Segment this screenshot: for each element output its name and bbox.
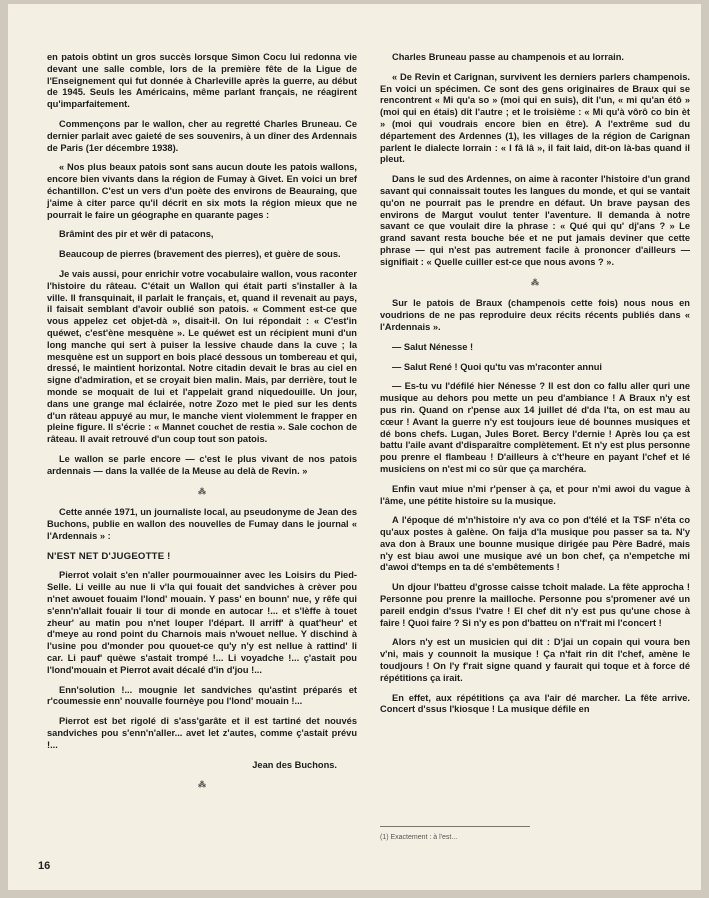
- paragraph: Pierrot volait s'en n'aller pourmouainner avec les Loisirs du Pied-Selle. Li veille au nue li v'la qui fouait det sandviches à crèver pou n'net awouet fouaim l'lond' mouain. Y pass' en bounn' nue, y rêfe qui s'enn'n'allait fouair li tour di monde en autocar !... et s'lèffe à touet zheur' au matin pou n'net louper l'départ. Il arriff' à quat'heur' et d'meye au rond point du Charnois mais n'wouet nellue. Y dischind à l'usine pou d'monder pou quouet-ce qu'y n'y est nellue à rattind' li car. Li pauf' quèwe s'astait trompé !... Li voyadche !... ç'astait pou l'lond'mouain et Pierrot avait décalé d'in d'jou !...: [47, 570, 357, 675]
- paragraph: Un djour l'batteu d'grosse caisse tchoit malade. La fête approcha ! Personne pou prenre la mailloche. Personne pou s'promener avé un pareil endgin d'ssus l'vatre ! El chef dit n'y est pus qu'une chose à faire ! Quoi faire ? Si n'y es pon d'batteu on n'f'rait mi l'concert !: [380, 582, 690, 628]
- paragraph: Commençons par le wallon, cher au regretté Charles Bruneau. Ce dernier parlait avec gaieté de ses souvenirs, à un dîner des Ardennais de Paris (1er décembre 1938).: [47, 118, 357, 153]
- paragraph: Brâmint des pir et wêr di patacons,: [59, 229, 214, 240]
- paragraph: A l'époque dé m'n'histoire n'y ava co pon d'télé et la TSF n'éta co qu'aux postes à galène. On faija d'la musique pou passer sa ta. N'y ava don à Braux une bounne musique dirigée pau Père Badré, mais n'y est biau awoi une musique avé un bon chef, ça n'empetche mi d'awoi d'temps en ta dé s'embêtements !: [380, 515, 690, 573]
- paragraph: Cette année 1971, un journaliste local, au pseudonyme de Jean des Buchons, publie en wallon des nouvelles de Fumay dans le journal « l'Ardennais » :: [47, 507, 357, 541]
- section-separator: ⁂: [198, 780, 206, 790]
- paragraph: Beaucoup de pierres (bravement des pierres), et guère de sous.: [59, 249, 341, 260]
- section-separator: ⁂: [198, 486, 206, 496]
- paragraph: Enn'solution !... mougnie let sandviches qu'astint préparés et r'coumessie enn' nouvalle fournèye pou l'lond' mouain !...: [47, 684, 357, 707]
- paragraph: « Nos plus beaux patois sont sans aucun doute les patois wallons, encore bien vivants dans la région de Fumay à Givet. En voici un bref échantillon. C'est un vers d'un poète des environs de Beauraing, que j'aime à citer parce qu'il décrit en six mots la région mieux que ne pourrait le faire un géographe en quarante pages :: [47, 162, 357, 220]
- paragraph: — Es-tu vu l'défilé hier Nénesse ? Il est don co fallu aller quri une musique au dehors pou mette un peu d'ambiance ! A Braux n'y est pus rin. Quand on r'pense aux 14 juillet dé d'da l'ta, on est mau au cœur ! Avant la guerre n'y est toujours ieue dé bounnes musiques et dé bons chefs. Lugan, Jules Boret. Bercy l'dernie ! Après lou ça est battu l'aile avant d'disparaître complètement. Et n'y est plus personne pou prenre el flambeau ! D'ailleurs à c't'heure en payant l'chef et lé musiciens on n'est mi co sûr que ça marchéra.: [380, 381, 690, 474]
- paragraph: Je vais aussi, pour enrichir votre vocabulaire wallon, vous raconter l'histoire du râteau. C'était un Wallon qui était parti s'installer à la ville. Il fransquinait, il parlait le français, et, quand il revenait au pays, il faisait semblant d'avoir oublié son patois. « Comment est-ce que vous appelez cet objet-dà », disait-il. On lui répondait : « C'est'in quéwet, c'est'ène mesquène ». Le quéwet est un récipient muni d'un long manche qui sert à puiser la lessive chaude dans la cuve ; la mesquène est un support en bois placé dessous un tombereau et qui, dressé, le maintient horizontal. Notre citadin devait le bras au ciel en signe d'admiration, et se croyait bien malin. Mais, par derrière, tout le monde se moquait de lui et l'appelait grand niquedouille. Un jour, dans une grange mal éclairée, notre Zozo met le pied sur les dents d'un râteau appuyé au mur, le manche vient violemment le frapper en pleine figure. Il s'écrie : « Mannet couchet de restia ». Sale cochon de râteau. Il avait retrouvé d'un coup tout son patois.: [47, 268, 357, 445]
- page-number: 16: [38, 860, 51, 872]
- paragraph: Charles Bruneau passe au champenois et au lorrain.: [392, 52, 624, 62]
- dialogue-line: — Salut Nénesse !: [392, 341, 474, 352]
- signature: Jean des Buchons.: [252, 759, 337, 770]
- dialogue-line: — Salut René ! Quoi qu'tu vas m'raconter annui: [392, 361, 603, 372]
- paragraph: Pierrot est bet rigolé di s'ass'garâte et il est tartiné det nouvés sandviches pou s'enn'n'aller... avet let z'autes, comme ç'astait prévu !...: [47, 716, 357, 750]
- paragraph: en patois obtint un gros succès lorsque Simon Cocu lui redonna vie devant une salle comble, lors de la première fête de la Ligue de l'Enseignement qui fut donnée à Charleville après la guerre, au début de 1945. Seuls les Américains, même parlant français, ne réagirent qu'imparfaitement.: [47, 52, 357, 110]
- right-column: [380, 52, 690, 724]
- footnote: (1) Exactement : à l'est...: [380, 826, 530, 841]
- paragraph: Enfin vaut miue n'mi r'penser à ça, et pour n'mi awoi du vague à l'âme, une pétite histoire su la musique.: [380, 483, 690, 506]
- paragraph: Alors n'y est un musicien qui dit : D'jai un copain qui voura ben v'ni, mais y counnoit la musique ! Ça n'fait rin dit l'chef, amène le toudjours ! On l'y f'rait signe quand y faurait qui toque et à force dé répétitions ça irait.: [380, 637, 690, 683]
- section-separator: ⁂: [531, 277, 539, 287]
- magazine-page: [8, 4, 701, 890]
- paragraph: Dans le sud des Ardennes, on aime à raconter l'histoire d'un grand savant qui connaissait toutes les langues du monde, et qui se vantait qu'on ne pourrait pas le prendre en défaut. Un brave paysan des environs de Margut voulut tenter l'aventure. Il demanda à notre savant ce que voulait dire la phrase : « Qué qui qu' dj'ans ? » Le grand savant resta bouche bée et ne put jamais deviner que cette phrase — qui n'est pas autrement facile à prononcer d'ailleurs — signifiait : « Quelle cuiller est-ce que nous avons ? ».: [380, 174, 690, 267]
- paragraph: « De Revin et Carignan, survivent les derniers parlers champenois. En voici un spécimen. Ce sont des gens originaires de Braux qui se rencontrent « Mi qu'a so » (moi qui en suis), dit l'un, « mi qu'an étô » (moi qui en étais) dit l'autre ; et le troisième : « Mi qu'à vôrô co bin èt » (moi qui voudrais encore bien en être). A l'extrême sud du département des Ardennes (1), les villages de la région de Carignan parlent le dialecte lorrain : « I fâ lâ », il fait laid, dit-on là-bas quand il pleut.: [380, 71, 690, 165]
- paragraph: Sur le patois de Braux (champenois cette fois) nous nous en voudrions de ne pas reproduire deux récits récents publiés dans « l'Ardennais ».: [380, 298, 690, 332]
- left-column: [47, 52, 357, 801]
- paragraph: Le wallon se parle encore — c'est le plus vivant de nos patois ardennais — dans la vallée de la Meuse au delà de Revin. »: [47, 453, 357, 476]
- paragraph: En effet, aux répétitions ça ava l'air dé marcher. La fête arrive. Concert d'ssus l'kiosque ! La musique défile en: [380, 692, 690, 715]
- article-heading: N'EST NET D'JUGEOTTE !: [47, 550, 171, 562]
